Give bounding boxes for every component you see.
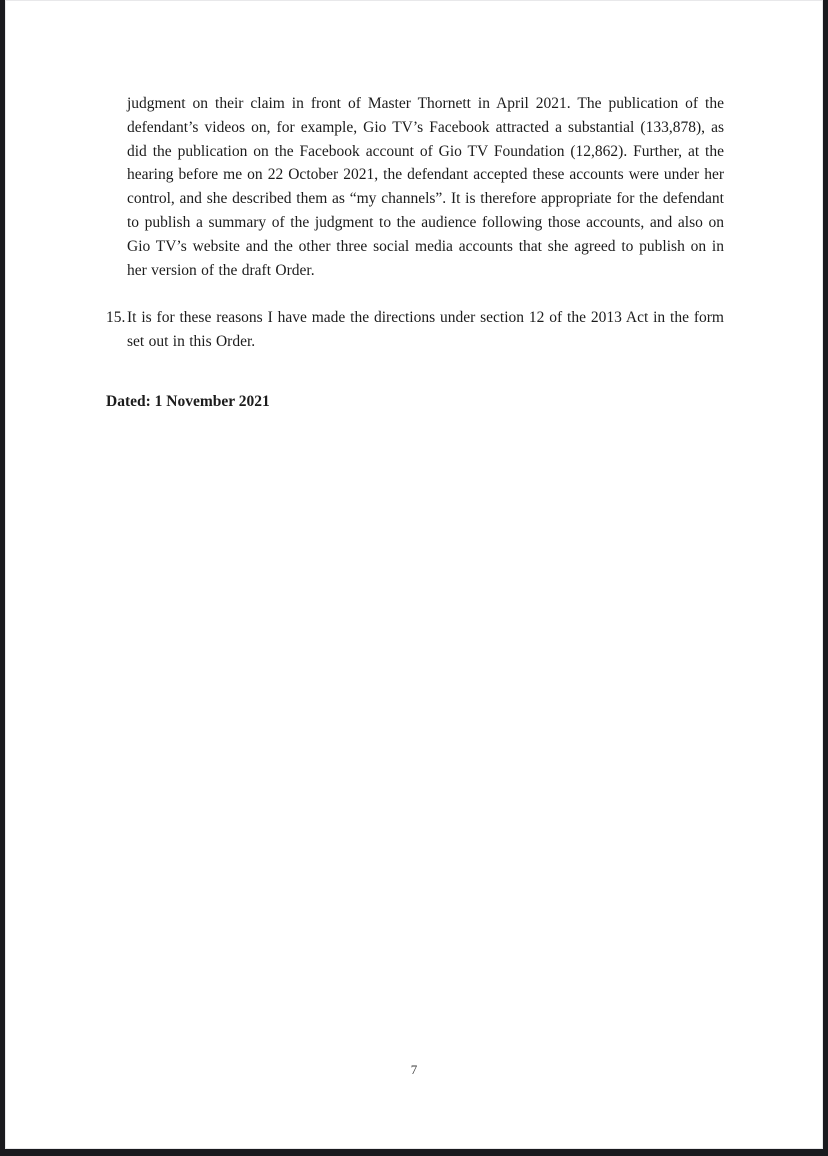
list-item-text: It is for these reasons I have made the directions under section 12 of the 2013 Act in the form set out in this Order. bbox=[127, 309, 724, 350]
document-page bbox=[5, 0, 823, 1149]
list-item-15 bbox=[106, 306, 724, 354]
dated-line: Dated: 1 November 2021 bbox=[106, 393, 270, 410]
page-number: 7 bbox=[410, 1062, 418, 1077]
list-item-number: 15. bbox=[106, 309, 126, 326]
body-paragraph: judgment on their claim in front of Master Thornett in April 2021. The publication of the defendant’s videos on, for example, Gio TV’s Facebook attracted a substantial (133,878), as did the publication on the Facebook account of Gio TV Foundation (12,862). Further, at the hearing before me on 22 October 2021, the defendant accepted these accounts were under her control, and she described them as “my channels”. It is therefore appropriate for the defendant to publish a summary of the judgment to the audience following those accounts, and also on Gio TV’s website and the other three social media accounts that she agreed to publish on in her version of the draft Order. bbox=[127, 95, 724, 279]
